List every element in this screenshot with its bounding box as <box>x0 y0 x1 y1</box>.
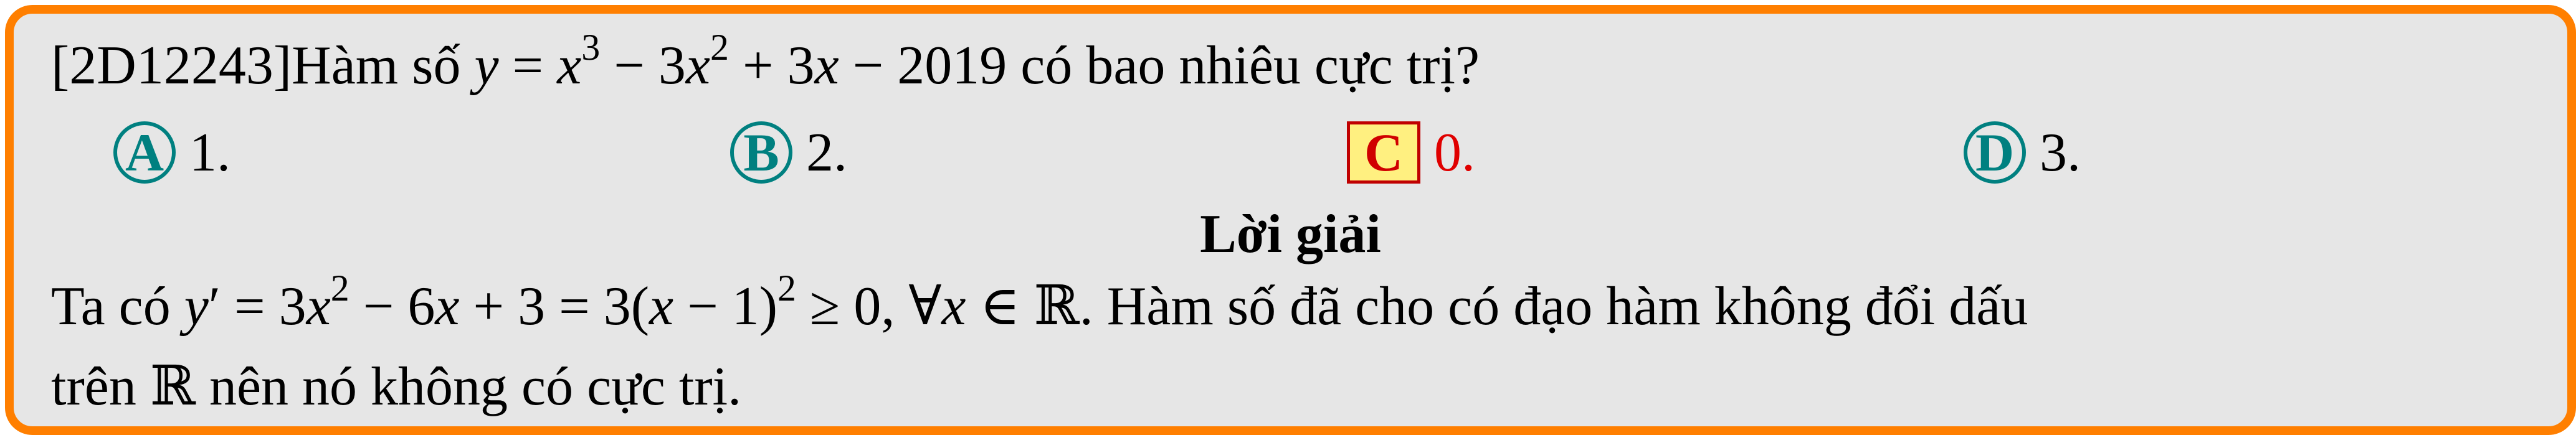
question-text-after: có bao nhiêu cực trị? <box>1007 35 1480 96</box>
sol-l1-c: − 6 <box>349 276 435 337</box>
sol-l1-x3: x <box>649 276 674 337</box>
solution-line-1 <box>51 268 2028 337</box>
choice-c-value: 0. <box>1434 122 1475 183</box>
sol-l1-x1: x <box>306 276 331 337</box>
formula-x1: x <box>557 35 582 96</box>
choice-d-marker: D <box>1964 121 2026 184</box>
formula-eq: = <box>498 35 558 96</box>
choice-d[interactable] <box>1964 118 2081 187</box>
solution-line-2: trên ℝ nên nó không có cực trị. <box>51 357 742 417</box>
formula-x3: x <box>814 35 839 96</box>
sol-l1-a: Ta có <box>51 276 184 337</box>
sol-l1-g: ∈ ℝ. Hàm số đã cho có đạo hàm không đổi dấu <box>966 276 2028 337</box>
choice-b-marker: B <box>730 121 792 184</box>
formula-exp3: 3 <box>581 27 601 68</box>
question-text-before: Hàm số <box>292 35 475 96</box>
formula-exp2: 2 <box>710 27 729 68</box>
formula-y: y <box>474 35 499 96</box>
formula-op3: − 2019 <box>839 35 1007 96</box>
choice-d-value: 3. <box>2040 122 2081 183</box>
sol-l1-e: − 1) <box>673 276 778 337</box>
choice-a-marker: A <box>113 121 176 184</box>
sol-l1-y: y <box>184 276 209 337</box>
sol-l1-x4: x <box>941 276 966 337</box>
sol-l1-x2: x <box>435 276 460 337</box>
sol-l1-b: ′ = 3 <box>208 276 307 337</box>
formula-op1: − 3 <box>600 35 686 96</box>
choice-c-marker: C <box>1347 121 1420 184</box>
question-code: [2D12243] <box>51 35 292 96</box>
formula-op2: + 3 <box>728 35 815 96</box>
question-frame <box>5 5 2576 435</box>
choice-b[interactable] <box>730 118 847 187</box>
choice-b-value: 2. <box>806 122 847 183</box>
sol-l1-exp2: 2 <box>777 268 797 309</box>
sol-l1-exp1: 2 <box>330 268 349 309</box>
choice-a[interactable] <box>113 118 231 187</box>
solution-title: Lời giải <box>1200 204 1381 264</box>
sol-l1-f: ≥ 0, ∀ <box>796 276 942 337</box>
choice-a-value: 1. <box>189 122 231 183</box>
formula-x2: x <box>685 35 710 96</box>
sol-l1-d: + 3 = 3( <box>459 276 650 337</box>
choice-c-correct[interactable] <box>1347 118 1475 187</box>
question-line <box>51 27 1480 96</box>
